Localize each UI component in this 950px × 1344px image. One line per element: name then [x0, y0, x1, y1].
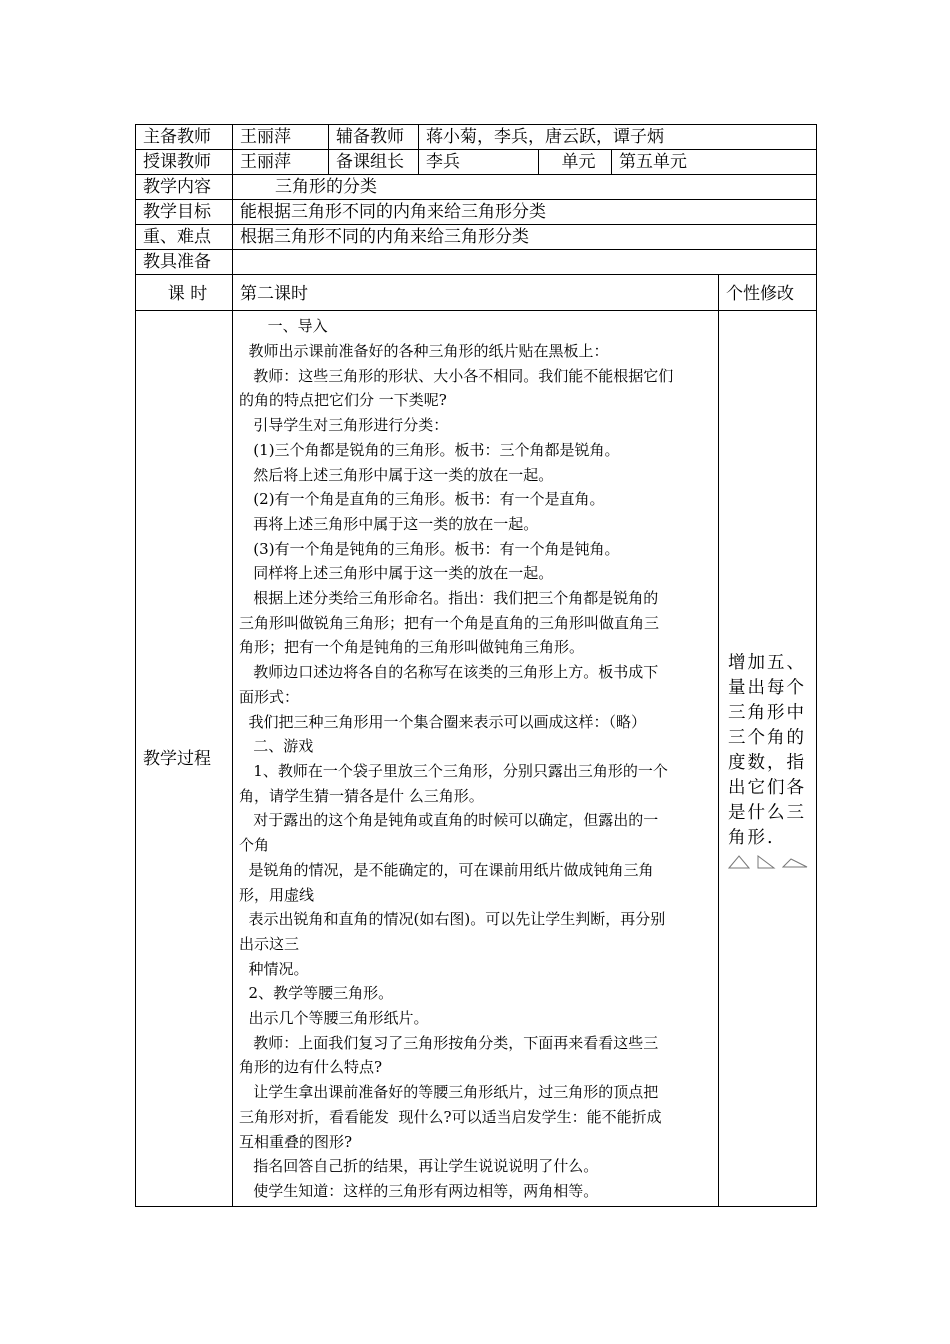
class-teacher-label: 授课教师	[136, 150, 233, 175]
goal-label: 教学目标	[136, 200, 233, 225]
process-line: 出示几个等腰三角形纸片。	[239, 1009, 429, 1028]
row-class-teacher	[136, 150, 817, 175]
main-teacher-label: 主备教师	[136, 125, 233, 150]
unit-value: 第五单元	[612, 150, 817, 175]
process-line: 角形；把有一个角是钝角的三角形叫做钝角三角形。	[239, 638, 585, 657]
group-leader-value: 李兵	[419, 150, 539, 175]
row-key-points	[136, 225, 817, 250]
period-value: 第二课时	[233, 275, 719, 311]
process-line: 出示这三	[239, 934, 300, 953]
group-leader-label: 备课组长	[329, 150, 419, 175]
process-line: (1)三个角都是锐角的三角形。板书：三个角都是锐角。	[239, 440, 620, 459]
row-goal	[136, 200, 817, 225]
process-line: 个角	[239, 836, 270, 855]
row-tools	[136, 250, 817, 275]
content-value: 三角形的分类	[233, 175, 817, 200]
process-line: 教师：这些三角形的形状、大小各不相同。我们能不能根据它们	[239, 366, 674, 385]
lesson-plan-page	[135, 124, 816, 1207]
content-label: 教学内容	[136, 175, 233, 200]
row-content	[136, 175, 817, 200]
process-line: 的角的特点把它们分 一下类呢?	[239, 391, 447, 410]
process-lines	[239, 314, 714, 1203]
row-process	[136, 311, 817, 1207]
right-triangle-icon	[756, 855, 776, 869]
assist-teachers-value: 蒋小菊，李兵，唐云跃，谭子炳	[419, 125, 817, 150]
period-label: 课 时	[136, 275, 233, 311]
process-label: 教学过程	[136, 311, 233, 1207]
assist-teacher-label: 辅备教师	[329, 125, 419, 150]
revision-label: 个性修改	[719, 275, 817, 311]
process-line: 根据上述分类给三角形命名。指出：我们把三个角都是锐角的	[239, 589, 659, 608]
process-content	[233, 311, 719, 1207]
process-line: 形，用虚线	[239, 885, 315, 904]
lesson-plan-table	[135, 124, 817, 1207]
unit-label: 单元	[539, 150, 612, 175]
triangle-illustrations	[728, 855, 814, 869]
acute-triangle-icon	[728, 855, 750, 869]
process-line: 二、游戏	[239, 737, 314, 756]
process-line: 种情况。	[239, 959, 309, 978]
process-line: 让学生拿出课前准备好的等腰三角形纸片，过三角形的顶点把	[239, 1083, 659, 1102]
process-line: 1、教师在一个袋子里放三个三角形，分别只露出三角形的一个	[239, 762, 668, 780]
process-line: 面形式：	[239, 687, 300, 706]
process-line: 角，请学生猜一猜各是什 么三角形。	[239, 786, 484, 805]
process-line: 三角形对折，看看能发 现什么?可以适当启发学生：能不能折成	[239, 1107, 662, 1126]
goal-value: 能根据三角形不同的内角来给三角形分类	[233, 200, 817, 225]
process-line: 教师出示课前准备好的各种三角形的纸片贴在黑板上：	[239, 342, 609, 361]
row-main-teacher	[136, 125, 817, 150]
main-teacher-value: 王丽萍	[233, 125, 329, 150]
key-points-value: 根据三角形不同的内角来给三角形分类	[233, 225, 817, 250]
process-line: 再将上述三角形中属于这一类的放在一起。	[239, 514, 539, 533]
process-line: 教师：上面我们复习了三角形按角分类，下面再来看看这些三	[239, 1033, 659, 1052]
process-line: 2、教学等腰三角形。	[239, 984, 394, 1003]
process-line: 互相重叠的图形?	[239, 1132, 353, 1151]
revision-note: 增加五、量出每个三角形中三个角的度数，指出它们各是什么三角形.	[728, 652, 806, 848]
revision-note-cell	[719, 311, 817, 1207]
process-line: 然后将上述三角形中属于这一类的放在一起。	[239, 465, 554, 484]
tools-value	[233, 250, 817, 275]
process-line: 同样将上述三角形中属于这一类的放在一起。	[239, 564, 554, 583]
key-points-label: 重、难点	[136, 225, 233, 250]
process-line: 引导学生对三角形进行分类：	[239, 416, 449, 435]
class-teacher-value: 王丽萍	[233, 150, 329, 175]
process-line: 表示出锐角和直角的情况(如右图)。可以先让学生判断，再分别	[239, 910, 666, 929]
process-line: 使学生知道：这样的三角形有两边相等，两角相等。	[239, 1181, 599, 1200]
process-line: 对于露出的这个角是钝角或直角的时候可以确定，但露出的一	[239, 811, 659, 830]
process-line: 我们把三种三角形用一个集合圈来表示可以画成这样：（略）	[239, 712, 647, 731]
process-line: (3)有一个角是钝角的三角形。板书：有一个角是钝角。	[239, 539, 620, 558]
tools-label: 教具准备	[136, 250, 233, 275]
process-line: 角形的边有什么特点?	[239, 1058, 383, 1077]
process-line: (2)有一个角是直角的三角形。板书：有一个是直角。	[239, 490, 605, 509]
process-line: 三角形叫做锐角三角形；把有一个角是直角的三角形叫做直角三	[239, 613, 660, 632]
process-line: 指名回答自己折的结果，再让学生说说说明了什么。	[239, 1157, 599, 1176]
obtuse-triangle-icon	[782, 855, 808, 869]
process-line: 教师边口述边将各自的名称写在该类的三角形上方。板书成下	[239, 663, 659, 682]
process-line: 一、导入	[239, 317, 328, 336]
row-period	[136, 275, 817, 311]
process-line: 是锐角的情况，是不能确定的，可在课前用纸片做成钝角三角	[239, 860, 654, 879]
